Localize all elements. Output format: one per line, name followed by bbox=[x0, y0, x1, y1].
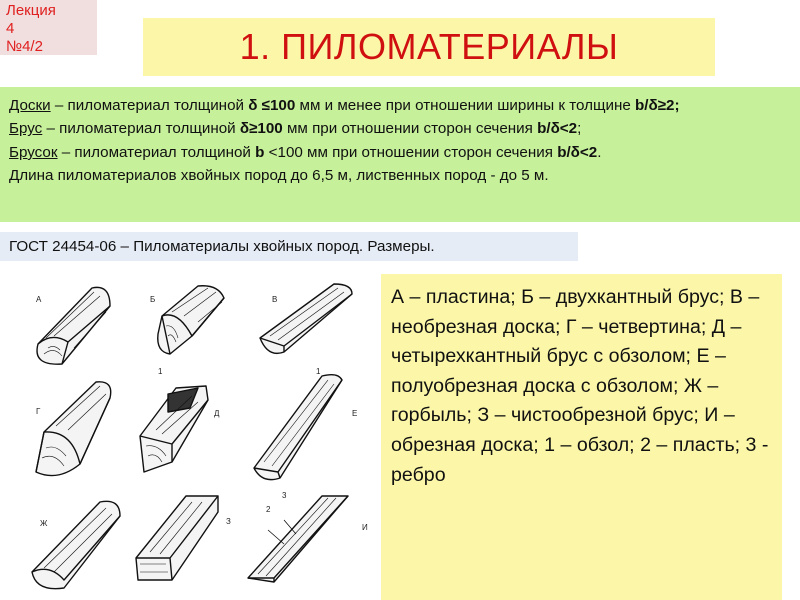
label-v: В bbox=[272, 295, 278, 304]
half-edged-board-e-drawing bbox=[254, 375, 342, 480]
definition-ratio: b/δ≥2; bbox=[635, 97, 680, 114]
lumber-types-figure bbox=[22, 276, 380, 596]
lecture-number-value: 4 bbox=[6, 20, 15, 37]
definition-text: – пиломатериал толщиной bbox=[57, 143, 256, 161]
definition-boards bbox=[9, 94, 792, 117]
label-face-2: 2 bbox=[266, 505, 271, 514]
gost-reference: ГОСТ 24454-06 – Пиломатериалы хвойных пород. Размеры. bbox=[0, 232, 578, 261]
figure-caption: А – пластина; Б – двухкантный брус; В – необрезная доска; Г – четвертина; Д – четырехкантный брус с обзолом; Е – полуобрезная доска с обзолом; Ж – горбыль; З – чистообрезной брус; И – обрезная доска; 1 – обзол; 2 – пласть; 3 - ребро bbox=[381, 274, 782, 600]
definition-bold: b bbox=[255, 143, 265, 161]
lecture-label: Лекция bbox=[6, 2, 56, 19]
definition-punct: ; bbox=[577, 120, 582, 138]
label-edge-3: 3 bbox=[282, 491, 287, 500]
plank-a-drawing bbox=[37, 287, 110, 364]
quarter-g-drawing bbox=[36, 382, 111, 476]
definition-bold: δ≥100 bbox=[239, 120, 283, 138]
label-a: А bbox=[36, 295, 42, 304]
edged-board-i-drawing bbox=[248, 496, 348, 582]
label-i: И bbox=[362, 523, 368, 532]
term-boards: Доски bbox=[9, 97, 51, 114]
label-zh: Ж bbox=[40, 519, 48, 528]
definition-bold: δ ≤100 bbox=[248, 97, 296, 114]
definition-text: – пиломатериал толщиной bbox=[50, 97, 249, 114]
lecture-code: №4/2 bbox=[6, 38, 43, 55]
definition-text: – пиломатериал толщиной bbox=[42, 120, 240, 138]
definition-punct: . bbox=[597, 143, 602, 161]
term-beam: Брус bbox=[9, 120, 43, 138]
definition-bar bbox=[9, 141, 792, 164]
label-bark-1a: 1 bbox=[158, 367, 163, 376]
definition-length: Длина пиломатериалов хвойных пород до 6,5 м, лиственных пород - до 5 м. bbox=[9, 167, 549, 185]
term-bar: Брусок bbox=[9, 143, 58, 161]
definitions-block bbox=[0, 87, 800, 222]
definition-text: мм при отношении сторон сечения bbox=[282, 120, 538, 138]
beam-b-drawing bbox=[158, 286, 224, 354]
definition-text: мм и менее при отношении ширины к толщине bbox=[295, 97, 635, 114]
definition-text: <100 мм при отношении сторон сечения bbox=[264, 143, 558, 161]
label-z: З bbox=[226, 517, 231, 526]
label-e: Е bbox=[352, 409, 358, 418]
lecture-number bbox=[0, 0, 97, 55]
definition-ratio: b/δ<2 bbox=[557, 143, 598, 161]
slide-title: 1. ПИЛОМАТЕРИАЛЫ bbox=[143, 18, 715, 76]
definition-beam bbox=[9, 117, 792, 140]
label-bark-1b: 1 bbox=[316, 367, 321, 376]
label-d: Д bbox=[214, 409, 220, 418]
label-b: Б bbox=[150, 295, 156, 304]
beam-d-drawing bbox=[140, 386, 208, 472]
label-g: Г bbox=[36, 407, 41, 416]
definition-ratio: b/δ<2 bbox=[537, 120, 578, 138]
clean-edged-beam-z-drawing bbox=[136, 496, 218, 580]
slab-zh-drawing bbox=[32, 501, 120, 588]
